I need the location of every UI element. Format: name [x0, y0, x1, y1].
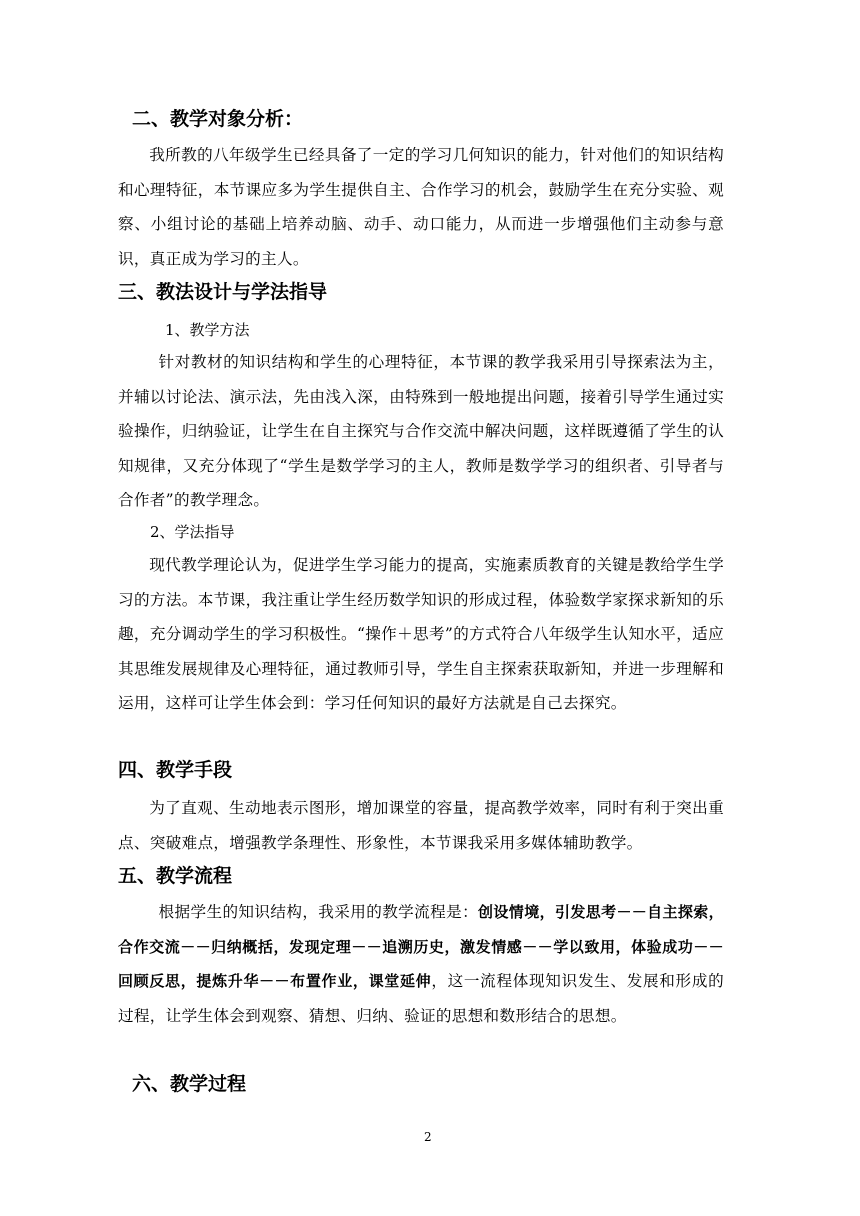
section-heading-teaching-flow: 五、教学流程 — [118, 865, 233, 887]
flow-intro-text: 根据学生的知识结构，我采用的教学流程是： — [158, 903, 479, 921]
paragraph-teaching-method: 针对教材的知识结构和学生的心理特征，本节课的教学我采用引导探索法为主，并辅以讨论法、演示法，先由浅入深，由特殊到一般地提出问题，接着引导学生通过实验操作，归纳验证，让学生在自主探究与合作交流中解决问题，这样既遵循了学生的认知规律，又充分体现了“学生是数学学习的主人，教师是数学学习的组织者、引导者与合作者”的教学理念。 — [118, 353, 724, 509]
page-number: 2 — [424, 1130, 432, 1144]
subsection-title-teaching-method: 1、教学方法 — [165, 321, 250, 339]
section-heading-student-analysis: 二、教学对象分析： — [132, 108, 304, 130]
flow-tail-text: ，这一流程体现知识发生、发展和形成的过程，让学生体会到观察、猜想、归纳、验证的思想和数形结合的思想。 — [118, 972, 724, 1025]
section-heading-teaching-means: 四、教学手段 — [118, 759, 233, 781]
paragraph-learning-guidance: 现代教学理论认为，促进学生学习能力的提高，实施素质教育的关键是教给学生学习的方法。本节课，我注重让学生经历数学知识的形成过程，体验数学家探求新知的乐趣，充分调动学生的学习积极性。“操作＋思考”的方式符合八年级学生认知水平，适应其思维发展规律及心理特征，通过教师引导，学生自主探索获取新知，并进一步理解和运用，这样可让学生体会到：学习任何知识的最好方法就是自己去探究。 — [118, 556, 724, 712]
flow-steps-text: 创设情境，引发思考－－自主探索，合作交流－－归纳概括，发现定理－－追溯历史，激发情感－－学以致用，体验成功－－回顾反思，提炼升华－－布置作业，课堂延伸 — [118, 903, 724, 990]
paragraph-teaching-flow — [118, 895, 724, 1033]
paragraph-teaching-means: 为了直观、生动地表示图形，增加课堂的容量，提高教学效率，同时有利于突出重点、突破难点，增强教学条理性、形象性，本节课我采用多媒体辅助教学。 — [118, 799, 724, 852]
section-heading-teaching-process: 六、教学过程 — [132, 1073, 247, 1095]
section-heading-teaching-methods: 三、教法设计与学法指导 — [118, 281, 328, 303]
paragraph-student-analysis: 我所教的八年级学生已经具备了一定的学习几何知识的能力，针对他们的知识结构和心理特征，本节课应多为学生提供自主、合作学习的机会，鼓励学生在充分实验、观察、小组讨论的基础上培养动脑、动手、动口能力，从而进一步增强他们主动参与意识，真正成为学习的主人。 — [118, 146, 724, 268]
subsection-title-learning-guidance: 2、学法指导 — [150, 523, 235, 541]
